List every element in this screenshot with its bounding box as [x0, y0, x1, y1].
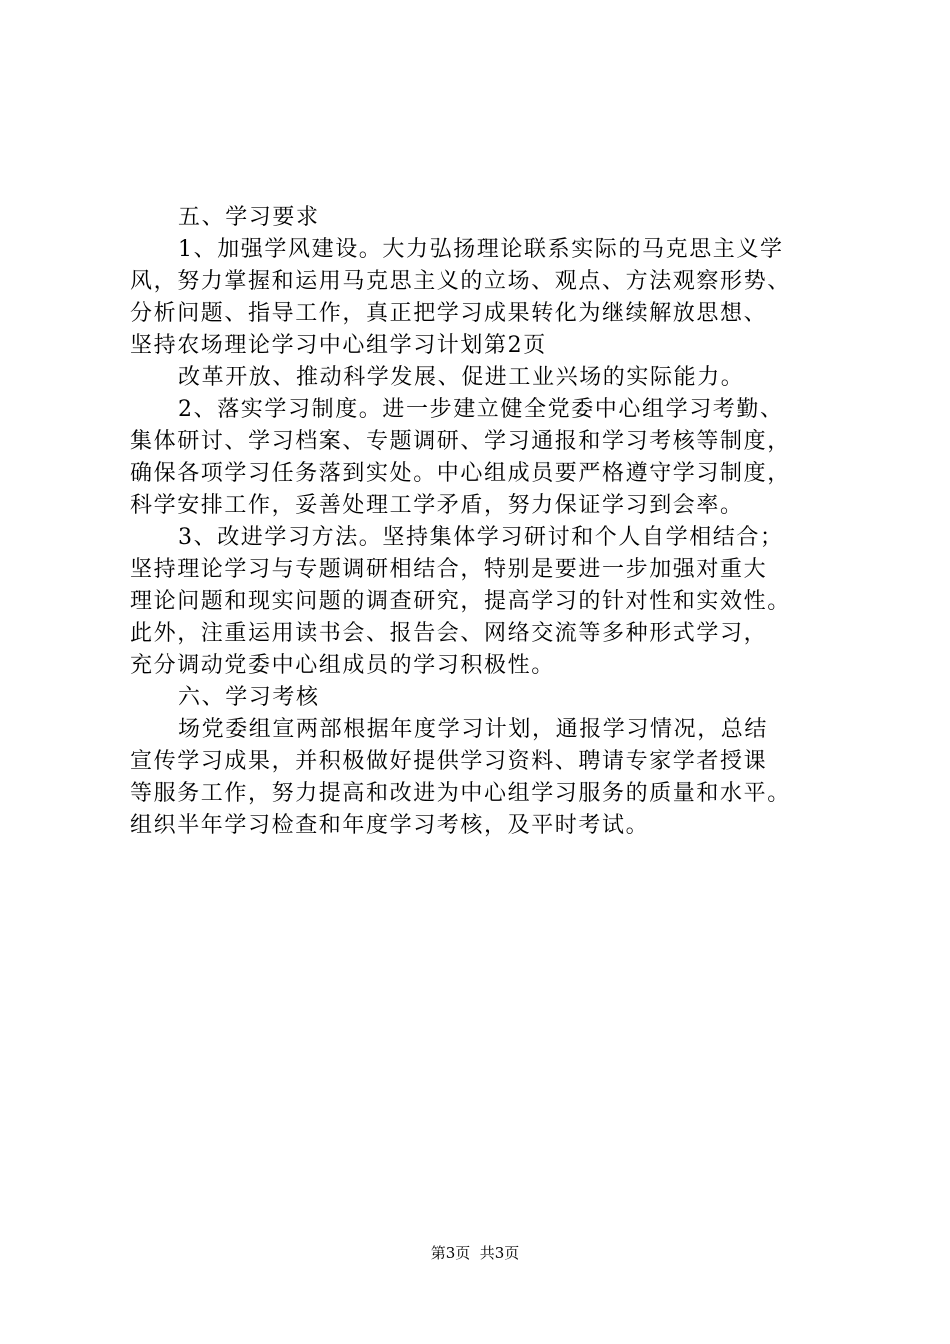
paragraph-line: 确保各项学习任务落到实处。中心组成员要严格遵守学习制度， — [130, 461, 791, 486]
paragraph-line: 理论问题和现实问题的调查研究，提高学习的针对性和实效性。 — [130, 589, 791, 614]
paragraph-line: 风，努力掌握和运用马克思主义的立场、观点、方法观察形势、 — [130, 269, 791, 294]
paragraph-line: 集体研讨、学习档案、专题调研、学习通报和学习考核等制度， — [130, 429, 791, 454]
section-heading-assessment: 六、学习考核 — [178, 685, 320, 710]
paragraph-line: 坚持理论学习与专题调研相结合，特别是要进一步加强对重大 — [130, 557, 768, 582]
paragraph-line: 宣传学习成果，并积极做好提供学习资料、聘请专家学者授课 — [130, 749, 768, 774]
page-number-footer: 第3页 共3页 — [430, 1244, 520, 1262]
paragraph-line: 分析问题、指导工作，真正把学习成果转化为继续解放思想、 — [130, 301, 768, 326]
paragraph-line: 2、落实学习制度。进一步建立健全党委中心组学习考勤、 — [178, 397, 784, 422]
paragraph-line: 3、改进学习方法。坚持集体学习研讨和个人自学相结合； — [178, 525, 784, 550]
paragraph-line: 等服务工作，努力提高和改进为中心组学习服务的质量和水平。 — [130, 781, 791, 806]
document-body — [130, 202, 850, 842]
paragraph-line: 改革开放、推动科学发展、促进工业兴场的实际能力。 — [178, 365, 745, 390]
paragraph-line: 场党委组宣两部根据年度学习计划，通报学习情况，总结 — [178, 717, 769, 742]
paragraph-line: 充分调动党委中心组成员的学习积极性。 — [130, 653, 555, 678]
paragraph-line: 科学安排工作，妥善处理工学矛盾，努力保证学习到会率。 — [130, 493, 744, 518]
section-heading-requirements: 五、学习要求 — [178, 205, 320, 230]
paragraph-line: 1、加强学风建设。大力弘扬理论联系实际的马克思主义学 — [178, 237, 784, 262]
paragraph-line: 组织半年学习检查和年度学习考核，及平时考试。 — [130, 813, 650, 838]
paragraph-line: 坚持农场理论学习中心组学习计划第2页 — [130, 333, 547, 358]
paragraph-line: 此外，注重运用读书会、报告会、网络交流等多种形式学习， — [130, 621, 768, 646]
